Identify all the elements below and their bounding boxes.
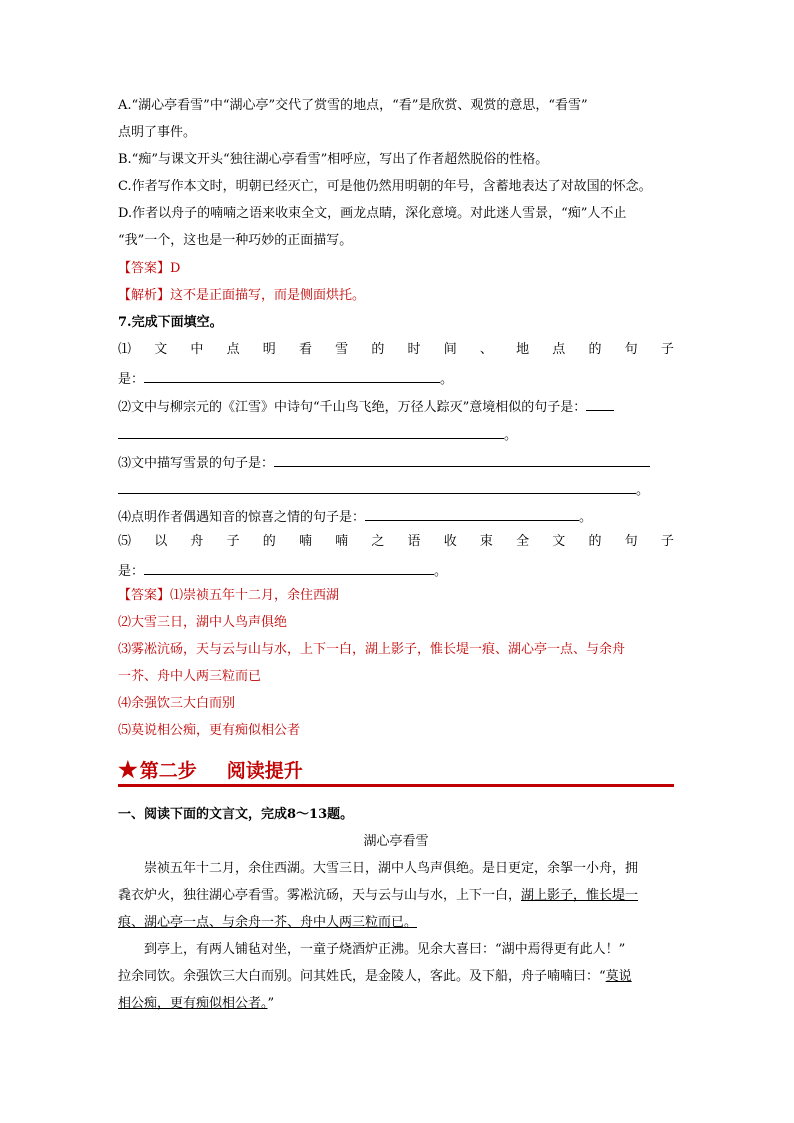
- q7-5-char: 以: [154, 534, 168, 549]
- q7-2-blank-start[interactable]: [586, 397, 614, 411]
- end-mark: 。: [579, 510, 593, 525]
- end-mark: 。: [440, 372, 454, 387]
- q7-4-line: [118, 507, 674, 526]
- q7-5-line2: [118, 561, 674, 580]
- q7-1-char: 明: [262, 342, 276, 357]
- q7-1-char: 的: [588, 342, 602, 357]
- q6-analysis: [118, 288, 674, 304]
- section-title: 阅读提升: [226, 760, 303, 782]
- q7-2-text: ⑵文中与柳宗元的《江雪》中诗句“千山鸟飞绝，万径人踪灭”意境相似的句子是：: [118, 400, 587, 415]
- section-heading: [118, 756, 674, 787]
- answer-tag: 【答案】: [118, 588, 171, 603]
- q7-1-char: 、: [479, 342, 493, 357]
- q7-1-char: 点: [226, 342, 240, 357]
- q7-1-char: 地: [516, 342, 530, 357]
- q7-5-char: 句: [624, 534, 638, 549]
- answer-tag: 【答案】: [118, 261, 171, 276]
- q7-5-char: 子: [226, 534, 240, 549]
- q7-1-prefix: 是：: [118, 372, 145, 387]
- q7-2-line1: [118, 397, 674, 416]
- q7-answer-2: ⑵大雪三日，湖中人鸟声俱绝: [118, 615, 288, 630]
- q7-5-char: 全: [516, 534, 530, 549]
- q7-answer-3-line1: ⑶雾凇沆砀，天与云与山与水，上下一白，湖上影子，惟长堤一痕、湖心亭一点、与余舟: [118, 642, 626, 657]
- q7-5-char: 文: [552, 534, 566, 549]
- star-icon: ★: [118, 757, 138, 783]
- q6-answer: [118, 261, 674, 277]
- q7-3-blank-start[interactable]: [274, 453, 650, 467]
- reading-text: ”: [267, 996, 275, 1011]
- reading-title: 湖心亭看雪: [363, 834, 429, 849]
- reading-text: 毳衣炉火，独往湖心亭看雪。雾凇沆砀，天与云与山与水，上下一白，: [118, 888, 522, 903]
- q7-1-line1: [118, 342, 674, 358]
- q7-1-char: 雪: [335, 342, 349, 357]
- q7-1-char: 的: [371, 342, 385, 357]
- q7-1-blank[interactable]: [144, 369, 440, 383]
- q7-5-line1: [118, 534, 674, 550]
- q7-2-blank[interactable]: [118, 425, 504, 439]
- q7-answer-4: ⑷余强饮三大白而别: [118, 696, 236, 711]
- q7-1-char: 文: [154, 342, 168, 357]
- reading-underlined: 莫说: [605, 969, 632, 984]
- q7-5-char: 收: [443, 534, 457, 549]
- answer-value: D: [170, 261, 181, 276]
- option-c: C.作者写作本文时，明朝已经灭亡，可是他仍然用明朝的年号，含蓄地表达了对故国的怀念。: [118, 179, 652, 194]
- q7-answer-1: [118, 588, 674, 604]
- section-step: 第二步: [139, 760, 197, 782]
- end-mark: 。: [636, 483, 650, 498]
- reading-p2-line1: 到亭上，有两人铺毡对坐，一童子烧酒炉正沸。见余大喜曰：“湖中焉得更有此人！”: [144, 942, 626, 957]
- q7-5-blank[interactable]: [144, 561, 434, 575]
- reading-p2-line3: [118, 996, 674, 1012]
- option-a-line2: 点明了事件。: [118, 125, 197, 140]
- q7-5-char: 束: [479, 534, 493, 549]
- q7-answer-3-line2: 一芥、舟中人两三粒而已: [118, 669, 262, 684]
- q7-2-line2: [118, 425, 674, 444]
- q7-5-char: 舟: [190, 534, 204, 549]
- q7-3-line1: [118, 453, 674, 472]
- option-b: B.“痴”与课文开头“独往湖心亭看雪”相呼应，写出了作者超然脱俗的性格。: [118, 152, 549, 167]
- analysis-tag: 【解析】: [118, 288, 171, 303]
- reading-underlined: 相公痴，更有痴似相公者。: [118, 996, 268, 1011]
- q7-answer-5: ⑸莫说相公痴，更有痴似相公者: [118, 723, 301, 738]
- option-d-line1: D.作者以舟子的喃喃之语来收束全文，画龙点睛，深化意境。对此迷人雪景，“痴”人不止: [118, 206, 627, 221]
- reading-underlined: 痕、湖心亭一点、与余舟一芥、舟中人两三粒而已。: [118, 915, 418, 930]
- reading-underlined: 湖上影子，惟长堤一: [521, 888, 639, 903]
- q7-1-char: 看: [298, 342, 312, 357]
- q7-5-prefix: 是：: [118, 564, 145, 579]
- analysis-value: 这不是正面描写，而是侧面烘托。: [170, 288, 366, 303]
- q7-3-line2: [118, 480, 674, 499]
- q7-1-char: ⑴: [118, 342, 132, 357]
- q7-1-char: 点: [552, 342, 566, 357]
- q7-5-char: 的: [262, 534, 276, 549]
- q7-4-text: ⑷点明作者偶遇知音的惊喜之情的句子是：: [118, 510, 366, 525]
- q7-5-char: ⑸: [118, 534, 132, 549]
- q7-1-char: 时: [407, 342, 421, 357]
- q7-title: 7.完成下面填空。: [118, 315, 223, 330]
- end-mark: 。: [504, 428, 518, 443]
- q7-1-line2: [118, 369, 674, 388]
- q7-1-char: 句: [624, 342, 638, 357]
- reading-p1-line2: [118, 888, 674, 904]
- q7-5-char: 的: [588, 534, 602, 549]
- q7-5-char: 之: [371, 534, 385, 549]
- q7-3-blank[interactable]: [118, 480, 636, 494]
- q7-5-char: 子: [660, 534, 674, 549]
- reading-p1-line3: [118, 915, 674, 931]
- q7-4-blank[interactable]: [365, 507, 579, 521]
- reading-text: 拉余同饮。余强饮三大白而别。问其姓氏，是金陵人，客此。及下船，舟子喃喃曰：“: [118, 969, 606, 984]
- option-a-line1: A.“湖心亭看雪”中“湖心亭”交代了赏雪的地点，“看”是欣赏、观赏的意思，“看雪”: [118, 98, 588, 113]
- q7-1-char: 子: [660, 342, 674, 357]
- q7-5-char: 喃: [298, 534, 312, 549]
- q7-1-char: 间: [443, 342, 457, 357]
- q7-5-char: 喃: [335, 534, 349, 549]
- option-d-line2: “我”一个，这也是一种巧妙的正面描写。: [118, 233, 353, 248]
- reading-p1-line1: 崇祯五年十二月，余住西湖。大雪三日，湖中人鸟声俱绝。是日更定，余挐一小舟，拥: [144, 861, 639, 876]
- q7-5-char: 语: [407, 534, 421, 549]
- q7-3-text: ⑶文中描写雪景的句子是：: [118, 456, 275, 471]
- q7-1-char: 中: [190, 342, 204, 357]
- reading-p2-line2: [118, 969, 674, 985]
- answer-item: ⑴崇祯五年十二月，余住西湖: [170, 588, 340, 603]
- reading-instruction: 一、阅读下面的文言文，完成8～13题。: [118, 807, 354, 822]
- end-mark: 。: [434, 564, 448, 579]
